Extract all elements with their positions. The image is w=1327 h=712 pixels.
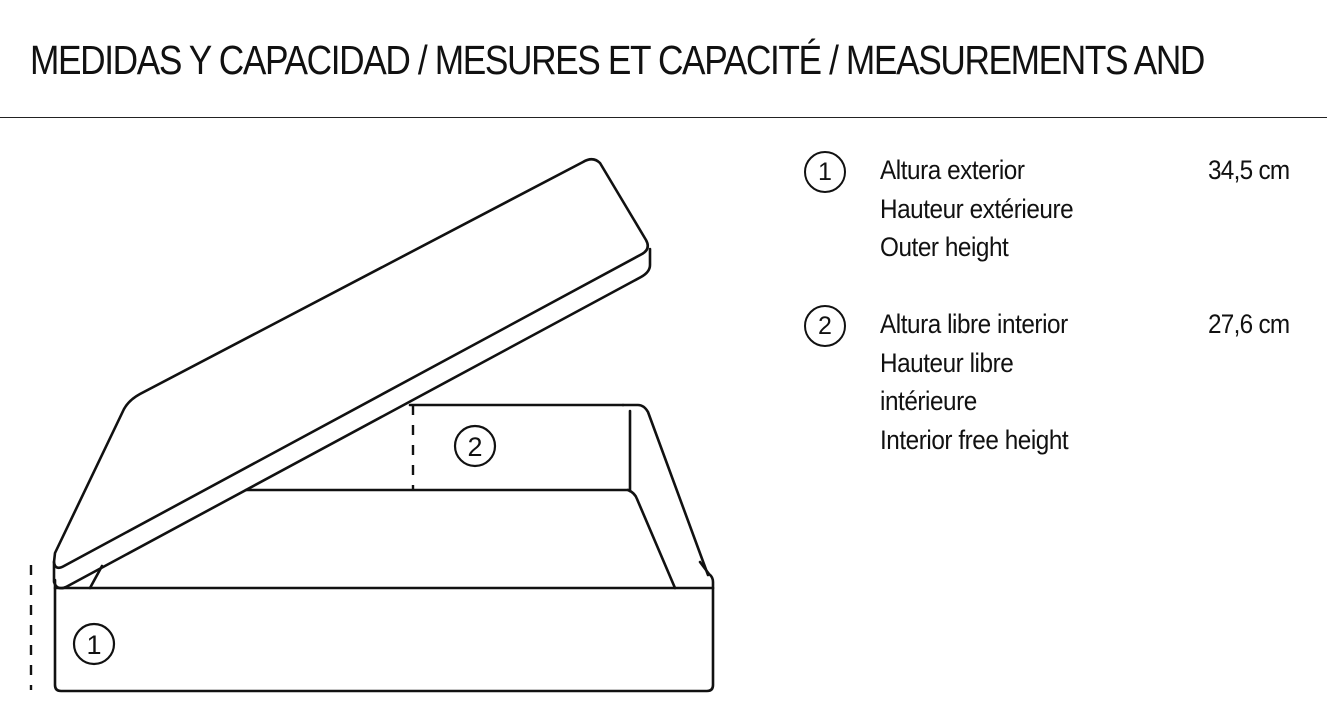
svg-text:1: 1 xyxy=(86,630,102,660)
spec-marker-2: 2 xyxy=(804,305,846,347)
spec-label-en: Interior free height xyxy=(880,424,1069,455)
svg-text:2: 2 xyxy=(467,432,483,462)
spec-labels-outer-height xyxy=(880,151,1150,267)
page-title: MEDIDAS Y CAPACIDAD / MESURES ET CAPACITÉ / MEASUREMENTS AND xyxy=(30,37,1204,83)
spec-marker-1: 1 xyxy=(804,151,846,193)
spec-value-outer-height: 34,5 cm xyxy=(1208,155,1290,185)
spec-label-fr-line-1: Hauteur libre xyxy=(880,347,1014,378)
spec-label-fr-line-2: intérieure xyxy=(880,386,977,416)
spec-label-es: Altura libre interior xyxy=(880,309,1068,339)
spec-value-interior-height: 27,6 cm xyxy=(1208,309,1290,339)
spec-label-en: Outer height xyxy=(880,232,1009,262)
spec-label-fr: Hauteur extérieure xyxy=(880,193,1074,224)
spec-label-es: Altura exterior xyxy=(880,155,1025,185)
spec-labels-interior-height xyxy=(880,305,1150,459)
